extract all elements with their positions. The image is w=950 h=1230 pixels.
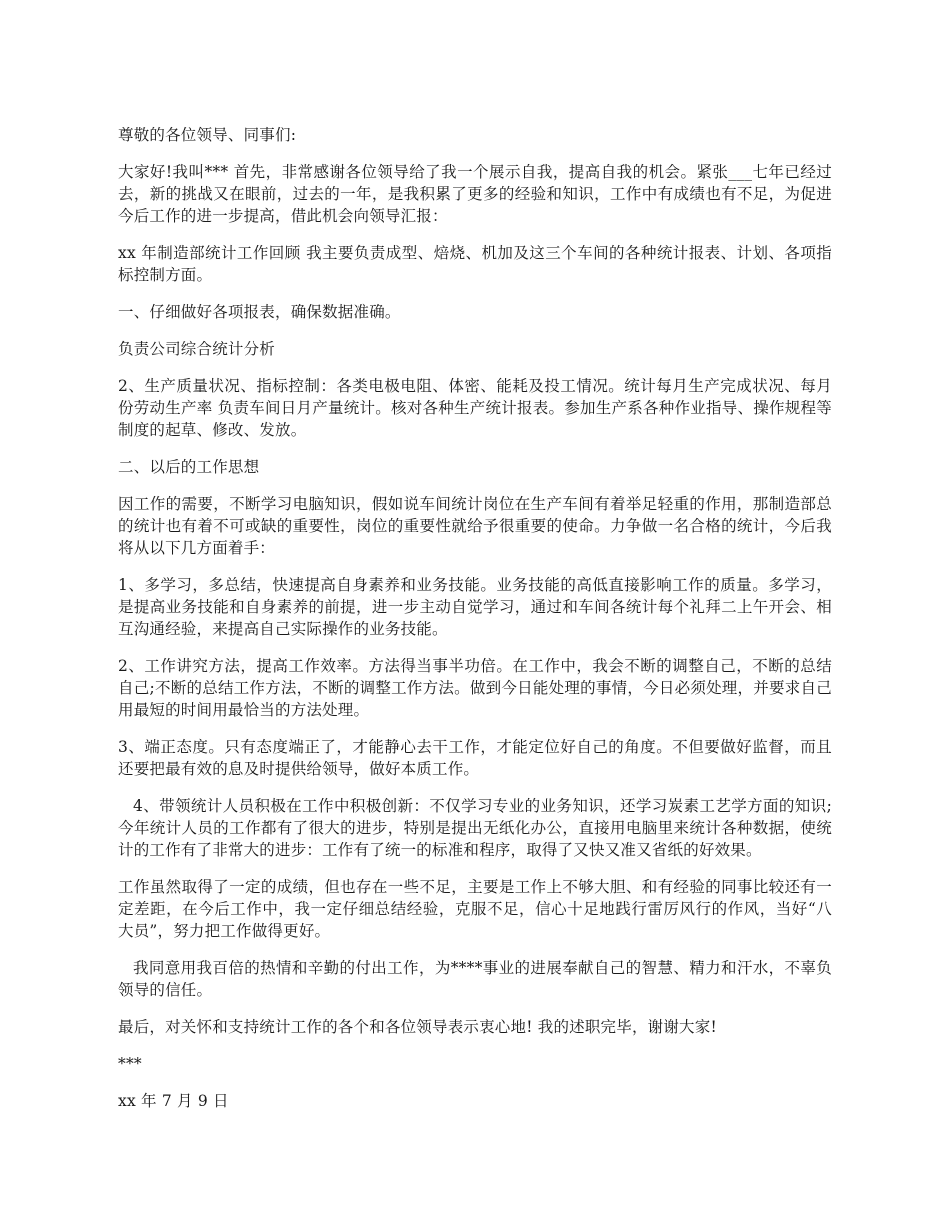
list-item-paragraph: 3、端正态度。只有态度端正了，才能静心去干工作，才能定位好自己的角度。不但要做好监督，而且还要把最有效的息及时提供给领导，做好本质工作。 [118, 738, 832, 778]
section-heading-1: 一、仔细做好各项报表，确保数据准确。 [118, 303, 401, 321]
body-paragraph: 2、生产质量状况、指标控制：各类电极电阻、体密、能耗及投工情况。统计每月生产完成状况、每月份劳动生产率 负责车间日月产量统计。核对各种生产统计报表。参加生产系各种作业指导、操作规程等制度的起草、修改、发放。 [118, 377, 832, 439]
closing-paragraph: 最后，对关怀和支持统计工作的各个和各位领导表示衷心地! 我的述职完毕，谢谢大家! [118, 1018, 717, 1036]
salutation: 尊敬的各位领导、同事们: [118, 126, 297, 144]
review-paragraph: xx 年制造部统计工作回顾 我主要负责成型、焙烧、机加及这三个车间的各种统计报表、计划、各项指标控制方面。 [118, 244, 832, 284]
signature-name: *** [118, 1055, 142, 1073]
section-heading-2: 二、以后的工作思想 [118, 458, 260, 476]
signature-date: xx 年 7 月 9 日 [118, 1092, 229, 1110]
list-item-paragraph: 1、多学习，多总结，快速提高自身素养和业务技能。业务技能的高低直接影响工作的质量。多学习，是提高业务技能和自身素养的前提，进一步主动自觉学习，通过和车间各统计每个礼拜二上午开会、相互沟通经验，来提高自己实际操作的业务技能。 [118, 576, 832, 638]
intro-paragraph: 大家好!我叫*** 首先，非常感谢各位领导给了我一个展示自我，提高自我的机会。紧张___七年已经过去，新的挑战又在眼前，过去的一年，是我积累了更多的经验和知识，工作中有成绩也有不足，为促进今后工作的进一步提高，借此机会向领导汇报： [118, 163, 832, 225]
body-paragraph: 因工作的需要，不断学习电脑知识，假如说车间统计岗位在生产车间有着举足轻重的作用，那制造部总的统计也有着不可或缺的重要性，岗位的重要性就给予很重要的使命。力争做一名合格的统计，今后我将从以下几方面着手： [118, 495, 832, 557]
body-paragraph: 工作虽然取得了一定的成绩，但也存在一些不足，主要是工作上不够大胆、和有经验的同事比较还有一定差距，在今后工作中，我一定仔细总结经验，克服不足，信心十足地践行雷厉风行的作风，当好“八大员”，努力把工作做得更好。 [118, 878, 832, 940]
body-paragraph: 负责公司综合统计分析 [118, 340, 276, 358]
list-item-paragraph: 2、工作讲究方法，提高工作效率。方法得当事半功倍。在工作中，我会不断的调整自己，不断的总结自己;不断的总结工作方法，不断的调整工作方法。做到今日能处理的事情，今日必须处理，并要求自己用最短的时间用最恰当的方法处理。 [118, 657, 832, 719]
list-item-paragraph: 4、带领统计人员积极在工作中积极创新：不仅学习专业的业务知识，还学习炭素工艺学方面的知识;今年统计人员的工作都有了很大的进步，特别是提出无纸化办公，直接用电脑里来统计各种数据，使统计的工作有了非常大的进步：工作有了统一的标准和程序，取得了又快又准又省纸的好效果。 [118, 797, 832, 859]
body-paragraph: 我同意用我百倍的热情和辛勤的付出工作，为****事业的进展奉献自己的智慧、精力和汗水，不辜负领导的信任。 [118, 959, 832, 999]
